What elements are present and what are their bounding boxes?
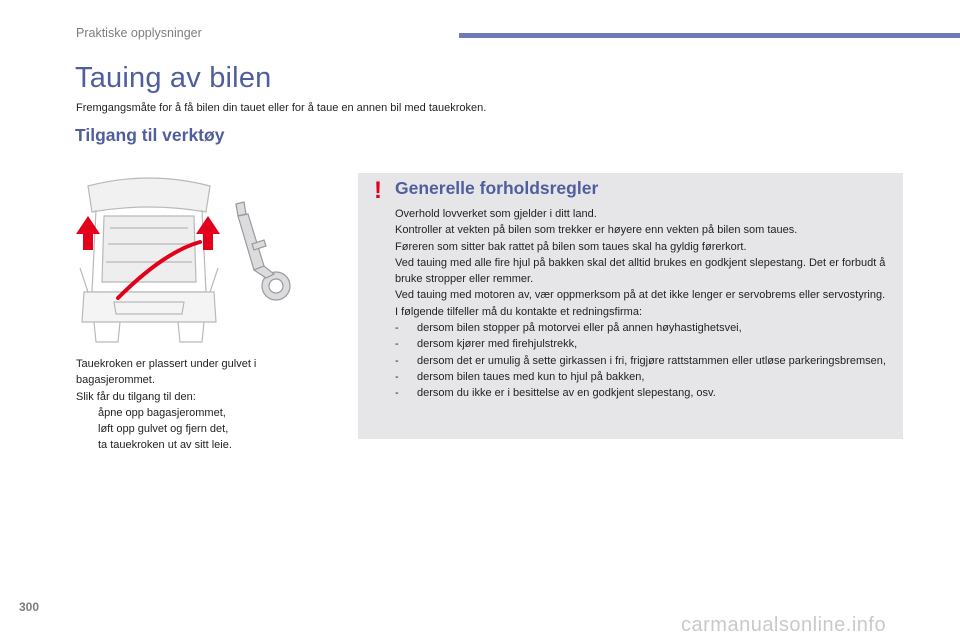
dash-mark: -: [395, 354, 399, 367]
warning-body: [395, 206, 895, 402]
list-item-text: dersom bilen stopper på motorvei eller på annen høyhastighetsvei,: [417, 322, 742, 335]
location-description: [76, 356, 306, 454]
list-item-text: løft opp gulvet og fjern det,: [98, 423, 229, 436]
list-item: [76, 405, 306, 421]
list-item-text: ta tauekroken ut av sitt leie.: [98, 439, 232, 452]
list-item: [395, 320, 895, 336]
dash-mark: -: [395, 322, 399, 335]
list-item-text: dersom du ikke er i besittelse av en godkjent slepestang, osv.: [417, 387, 716, 400]
dash-mark: -: [395, 338, 399, 351]
warning-title: Generelle forholdsregler: [395, 178, 599, 198]
dash-mark: -: [395, 370, 399, 383]
warning-paragraph: Ved tauing med motoren av, vær oppmerksom på at det ikke lenger er servobrems eller servostyring.: [395, 289, 886, 302]
page-title: Tauing av bilen: [75, 62, 272, 94]
warning-paragraph: Kontroller at vekten på bilen som trekker er høyere enn vekten på bilen som taues.: [395, 224, 798, 237]
list-item: [395, 353, 895, 369]
section-subheading: Tilgang til verktøy: [75, 125, 225, 145]
list-item: [76, 437, 306, 453]
page-number: 300: [19, 600, 40, 614]
car-rear-open-trunk-icon: [74, 172, 224, 344]
list-item: [76, 421, 306, 437]
warning-box: [358, 173, 903, 439]
header-accent-bar: [459, 33, 960, 38]
list-item-text: åpne opp bagasjerommet,: [98, 406, 226, 419]
section-header: Praktiske opplysninger: [76, 26, 202, 40]
intro-text: Fremgangsmåte for å få bilen din tauet eller for å taue en annen bil med tauekroken.: [76, 102, 487, 114]
warning-paragraph: Overhold lovverket som gjelder i ditt land.: [395, 208, 597, 220]
location-line: Tauekroken er plassert under gulvet i bagasjerommet.: [76, 358, 257, 387]
list-item: [395, 336, 895, 352]
warning-paragraph: I følgende tilfeller må du kontakte et redningsfirma:: [395, 305, 643, 318]
warning-paragraph: Ved tauing med alle fire hjul på bakken skal det alltid brukes en godkjent slepestang. Det er forbudt å bruke stropper eller remmer.: [395, 256, 886, 286]
list-item: [395, 369, 895, 385]
access-line: Slik får du tilgang til den:: [76, 390, 196, 403]
list-item-text: dersom det er umulig å sette girkassen i fri, frigjøre rattstammen eller utløse parkeringsbremsen,: [417, 354, 886, 367]
watermark[interactable]: carmanualsonline.info: [681, 614, 887, 636]
list-item-text: dersom kjører med firehjulstrekk,: [417, 338, 578, 351]
warning-paragraph: Føreren som sitter bak rattet på bilen som taues skal ha gyldig førerkort.: [395, 240, 747, 253]
list-item-text: dersom bilen taues med kun to hjul på bakken,: [417, 370, 645, 383]
dash-mark: -: [395, 387, 399, 400]
warning-exclamation-icon: !: [374, 177, 382, 204]
list-item: [395, 385, 895, 401]
towing-eye-icon: [228, 200, 308, 304]
